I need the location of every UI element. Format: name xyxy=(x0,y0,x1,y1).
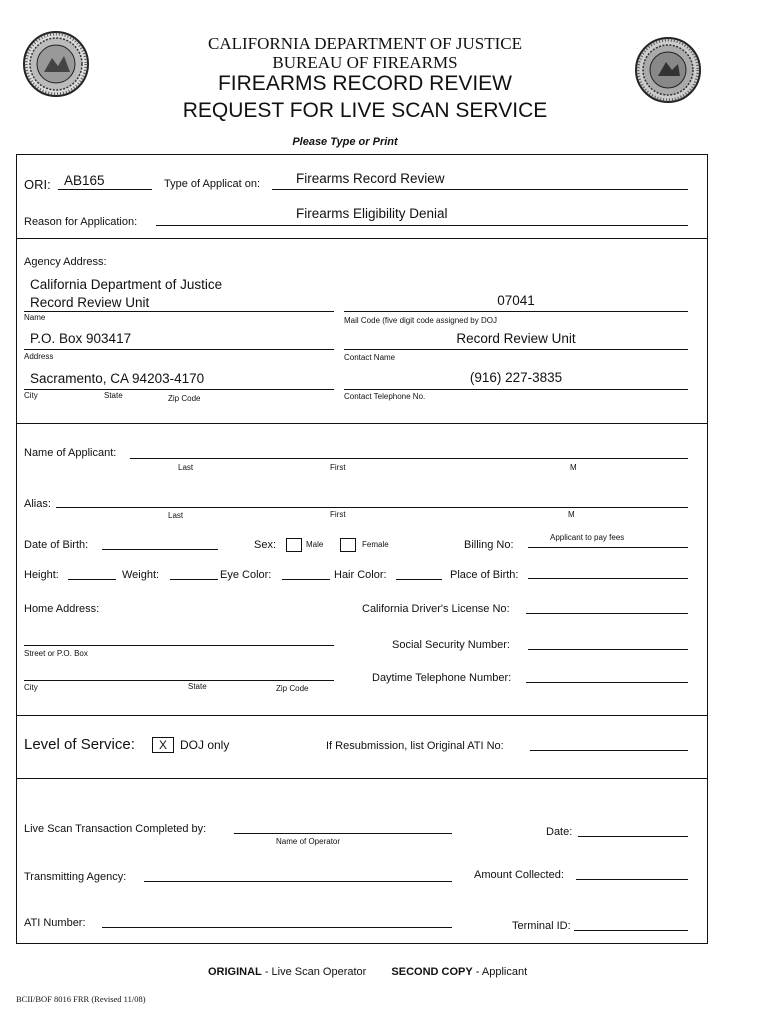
transmitting-agency-label: Transmitting Agency: xyxy=(24,871,127,883)
female-checkbox[interactable] xyxy=(340,538,356,552)
billing-line xyxy=(528,547,688,548)
city-line[interactable] xyxy=(24,680,334,681)
ori-value[interactable]: AB165 xyxy=(64,173,105,188)
weight-line[interactable] xyxy=(170,579,218,580)
agency-city-value[interactable]: Sacramento, CA 94203-4170 xyxy=(30,371,205,386)
contact-name-caption: Contact Name xyxy=(344,353,396,362)
height-label: Height: xyxy=(24,569,59,581)
dob-line[interactable] xyxy=(102,549,218,550)
second-copy-recipient: - Applicant xyxy=(472,966,528,978)
alias-first-caption: First xyxy=(330,510,346,519)
amount-collected-line[interactable] xyxy=(576,879,688,880)
doj-only-checkbox[interactable]: X xyxy=(152,737,174,753)
doj-only-label: DOJ only xyxy=(180,738,230,752)
reason-value[interactable]: Firearms Eligibility Denial xyxy=(296,206,448,221)
agency-address-label: Agency Address: xyxy=(24,256,107,268)
contact-phone-caption: Contact Telephone No. xyxy=(344,392,426,401)
date-line[interactable] xyxy=(578,836,688,837)
section-divider xyxy=(16,715,708,716)
amount-collected-label: Amount Collected: xyxy=(474,869,564,881)
ssn-line[interactable] xyxy=(528,649,688,650)
ati-number-line[interactable] xyxy=(102,927,452,928)
contact-name-line xyxy=(344,349,688,350)
second-copy-label: SECOND COPY xyxy=(391,966,473,978)
alias-last-caption: Last xyxy=(168,511,184,520)
agency-state-caption: State xyxy=(104,391,123,400)
application-type-value[interactable]: Firearms Record Review xyxy=(296,171,445,186)
ati-number-label: ATI Number: xyxy=(24,917,86,929)
mail-code-value[interactable]: 07041 xyxy=(497,293,535,308)
resubmission-line[interactable] xyxy=(530,750,688,751)
applicant-last-caption: Last xyxy=(178,463,194,472)
contact-phone-value[interactable]: (916) 227-3835 xyxy=(469,370,563,385)
license-label: California Driver's License No: xyxy=(362,603,510,615)
birthplace-line[interactable] xyxy=(528,578,688,579)
ssn-label: Social Security Number: xyxy=(392,639,510,651)
operator-line[interactable] xyxy=(234,833,452,834)
original-copy-recipient: - Live Scan Operator xyxy=(261,966,367,978)
female-label: Female xyxy=(362,540,389,549)
mail-code-line xyxy=(344,311,688,312)
mail-code-caption: Mail Code (five digit code assigned by DOJ xyxy=(344,316,497,325)
street-caption: Street or P.O. Box xyxy=(24,649,88,658)
alias-middle-caption: M xyxy=(568,510,575,519)
street-line[interactable] xyxy=(24,645,334,646)
hair-color-label: Hair Color: xyxy=(334,569,387,581)
form-subtitle: REQUEST FOR LIVE SCAN SERVICE xyxy=(182,99,548,122)
billing-value[interactable]: Applicant to pay fees xyxy=(550,533,625,542)
eye-color-line[interactable] xyxy=(282,579,330,580)
billing-label: Billing No: xyxy=(464,539,514,551)
agency-city-line xyxy=(24,389,334,390)
agency-address-value[interactable]: P.O. Box 903417 xyxy=(30,331,132,346)
agency-address-caption: Address xyxy=(24,352,54,361)
ori-label: ORI: xyxy=(24,177,51,192)
original-copy-label: ORIGINAL xyxy=(208,966,262,978)
form-number: BCII/BOF 8016 FRR (Revised 11/08) xyxy=(16,994,146,1004)
daytime-phone-label: Daytime Telephone Number: xyxy=(372,672,512,684)
terminal-id-line[interactable] xyxy=(574,930,688,931)
contact-name-value[interactable]: Record Review Unit xyxy=(456,331,576,346)
transmitting-agency-line[interactable] xyxy=(144,881,452,882)
agency-address-line xyxy=(24,349,334,350)
hair-color-line[interactable] xyxy=(396,579,442,580)
header-bureau: BUREAU OF FIREARMS xyxy=(272,53,458,72)
applicant-name-label: Name of Applicant: xyxy=(24,447,117,459)
home-city-caption: City xyxy=(24,683,38,692)
alias-line[interactable] xyxy=(56,507,688,508)
agency-name-line1[interactable]: California Department of Justice xyxy=(30,277,223,292)
home-address-label: Home Address: xyxy=(24,603,100,615)
section-divider xyxy=(16,238,708,239)
eye-color-label: Eye Color: xyxy=(220,569,272,581)
daytime-phone-line[interactable] xyxy=(526,682,688,683)
print-instruction: Please Type or Print xyxy=(292,136,398,148)
application-type-label: Type of Applicat on: xyxy=(164,178,261,190)
resubmission-label: If Resubmission, list Original ATI No: xyxy=(326,740,504,752)
alias-label: Alias: xyxy=(24,498,51,510)
copy-distribution xyxy=(208,966,527,978)
male-label: Male xyxy=(306,540,324,549)
dob-label: Date of Birth: xyxy=(24,539,89,551)
header-department: CALIFORNIA DEPARTMENT OF JUSTICE xyxy=(208,34,522,53)
agency-city-caption: City xyxy=(24,391,38,400)
applicant-name-line[interactable] xyxy=(130,458,688,459)
form-title: FIREARMS RECORD REVIEW xyxy=(217,72,513,95)
birthplace-label: Place of Birth: xyxy=(450,569,519,581)
ori-line xyxy=(58,189,152,190)
terminal-id-label: Terminal ID: xyxy=(512,920,571,932)
weight-label: Weight: xyxy=(122,569,160,581)
level-of-service-label: Level of Service: xyxy=(24,736,135,753)
sex-label: Sex: xyxy=(254,539,277,551)
reason-line xyxy=(156,225,688,226)
home-state-caption: State xyxy=(188,682,207,691)
date-label: Date: xyxy=(546,826,573,838)
license-line[interactable] xyxy=(526,613,688,614)
transaction-completed-label: Live Scan Transaction Completed by: xyxy=(24,823,207,835)
applicant-middle-caption: M xyxy=(570,463,577,472)
applicant-first-caption: First xyxy=(330,463,346,472)
home-zip-caption: Zip Code xyxy=(276,684,309,693)
section-divider xyxy=(16,778,708,779)
operator-caption: Name of Operator xyxy=(276,837,341,846)
contact-phone-line xyxy=(344,389,688,390)
agency-name-line xyxy=(24,311,334,312)
agency-zip-caption: Zip Code xyxy=(168,394,201,403)
height-line[interactable] xyxy=(68,579,116,580)
agency-name-line2[interactable]: Record Review Unit xyxy=(30,295,150,310)
reason-label: Reason for Application: xyxy=(24,216,138,228)
section-divider xyxy=(16,423,708,424)
agency-name-caption: Name xyxy=(24,313,46,322)
application-type-line xyxy=(272,189,688,190)
male-checkbox[interactable] xyxy=(286,538,302,552)
